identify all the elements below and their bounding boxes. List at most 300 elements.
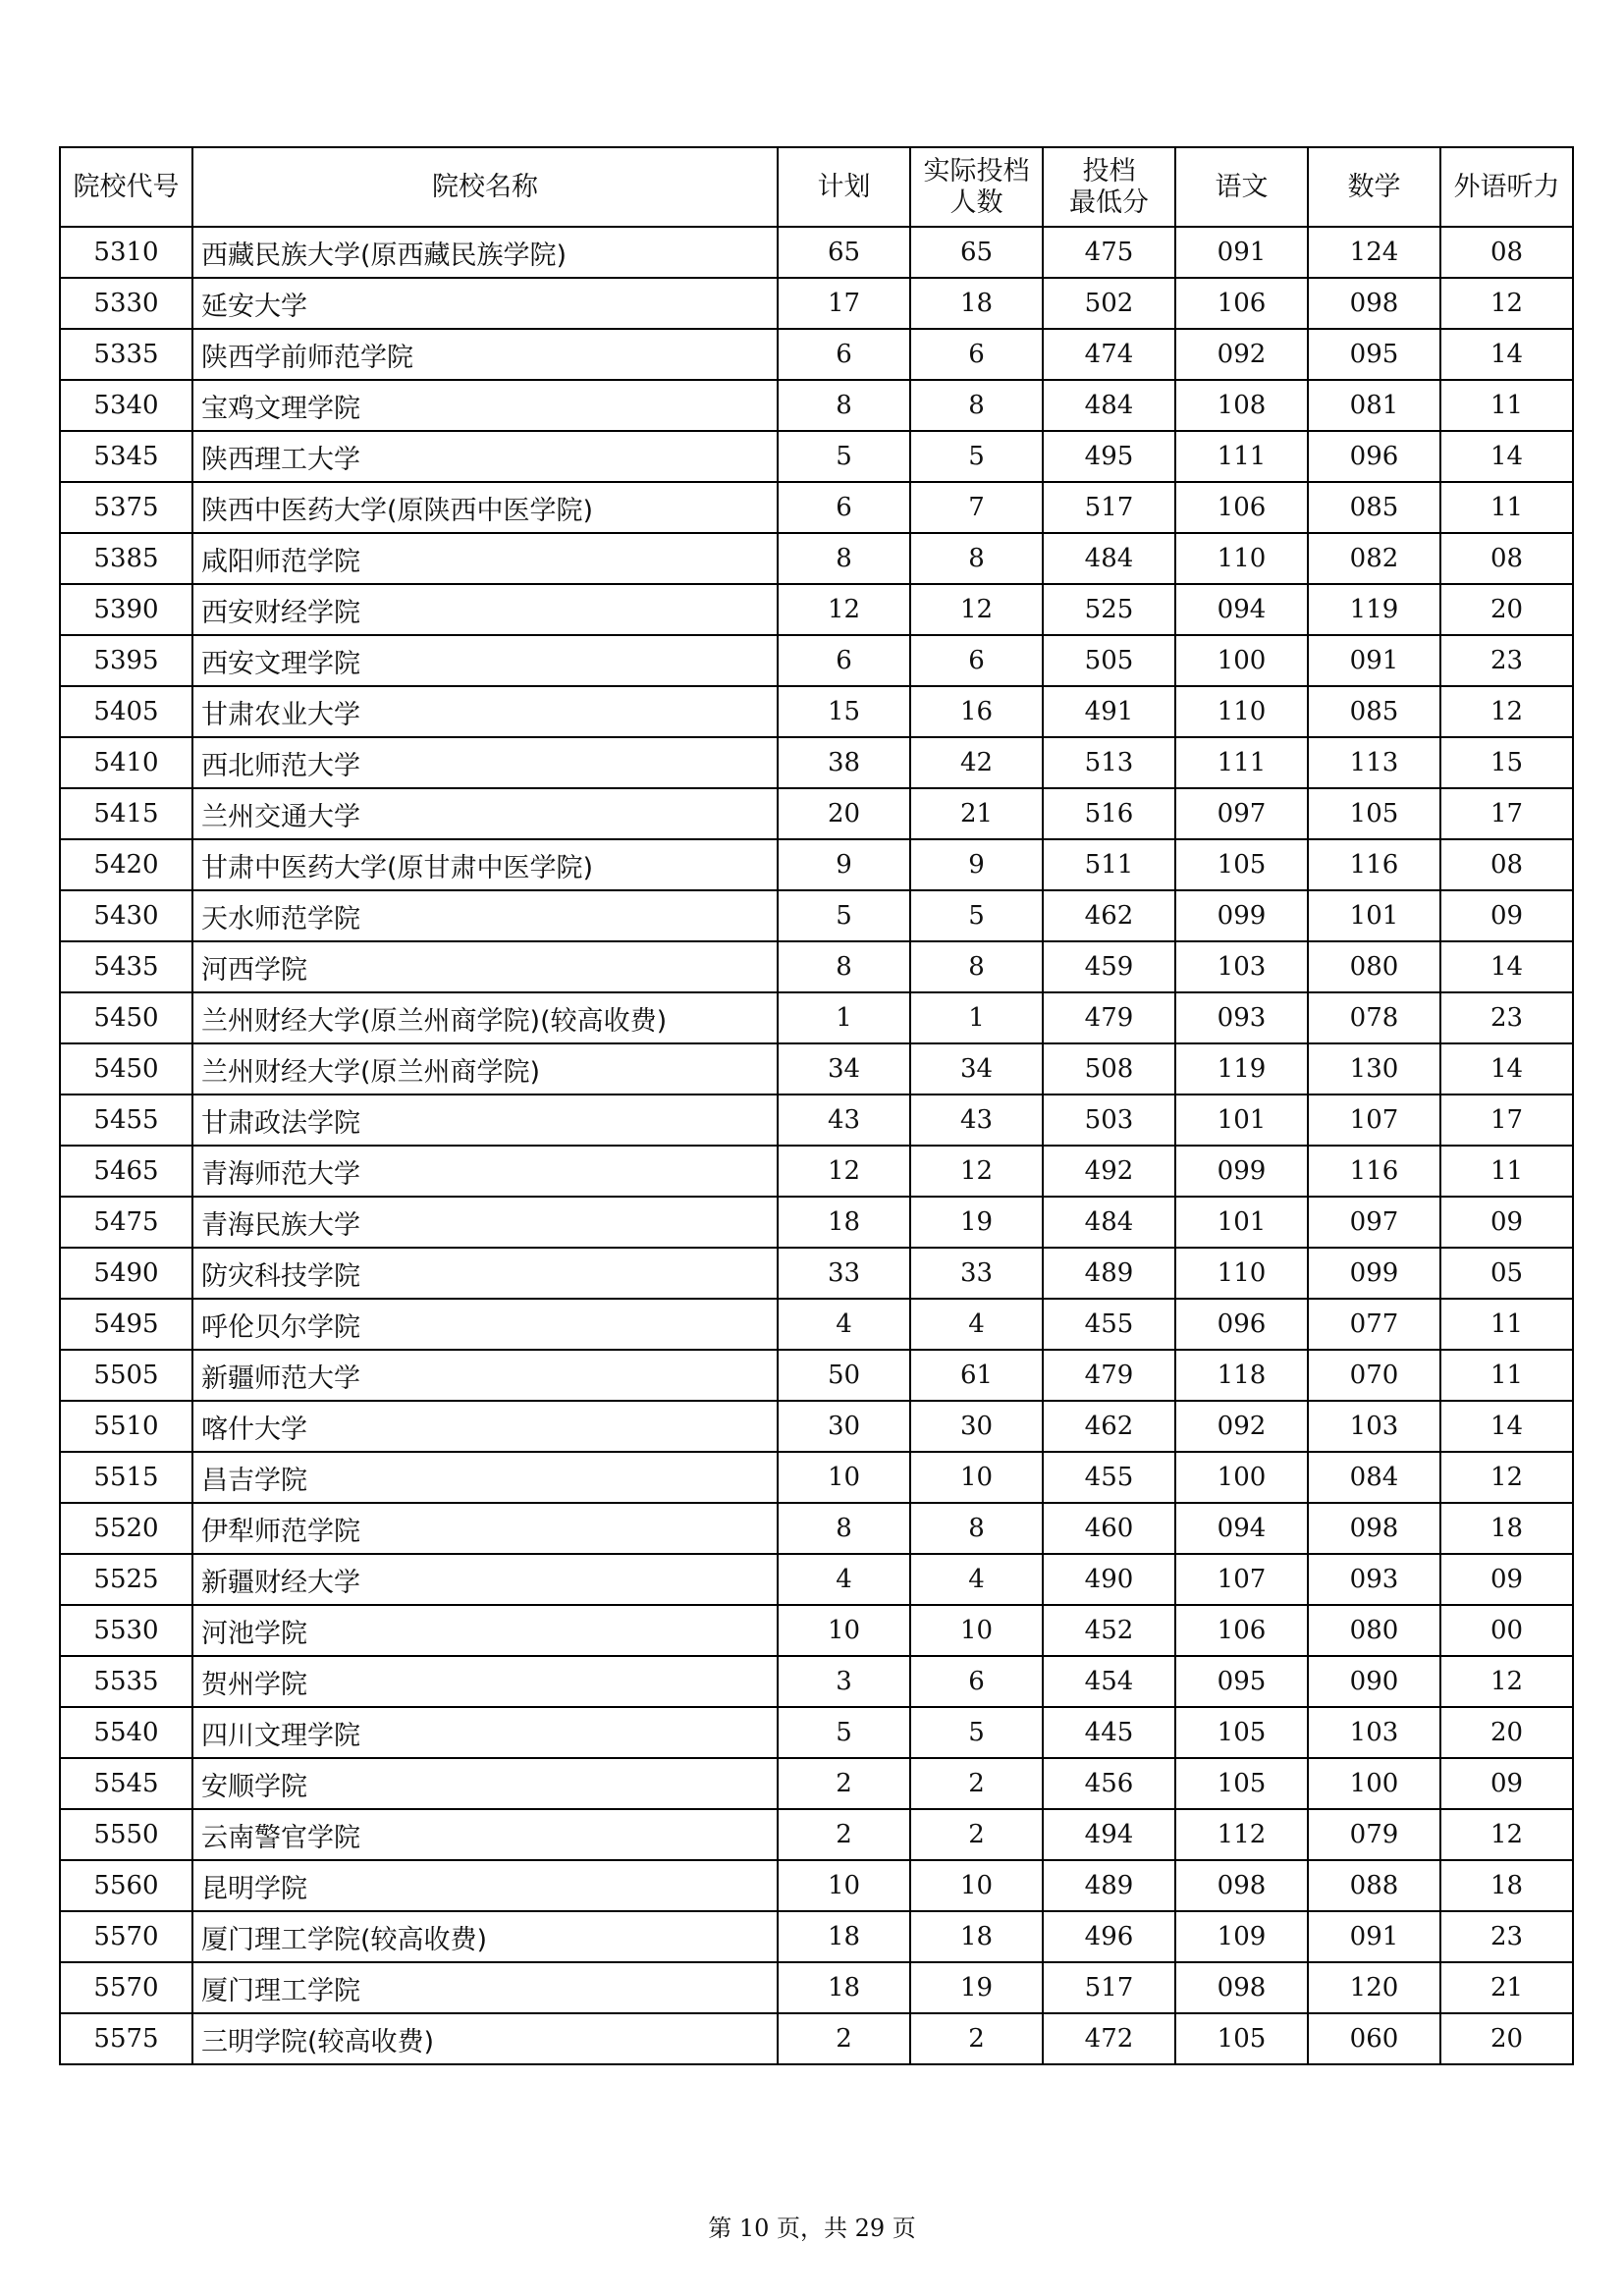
cell-plan: 18 [778,1911,910,1962]
cell-listening: 14 [1440,1401,1573,1452]
cell-actual: 5 [910,890,1043,941]
cell-code: 5450 [60,1043,192,1095]
cell-min-score: 489 [1043,1860,1175,1911]
cell-actual: 30 [910,1401,1043,1452]
cell-min-score: 513 [1043,737,1175,788]
cell-name: 西北师范大学 [192,737,778,788]
cell-chinese: 103 [1175,941,1308,992]
cell-math: 098 [1308,278,1440,329]
cell-listening: 17 [1440,1095,1573,1146]
cell-chinese: 110 [1175,1248,1308,1299]
table-row [60,1503,1573,1554]
cell-code: 5525 [60,1554,192,1605]
cell-chinese: 119 [1175,1043,1308,1095]
cell-min-score: 517 [1043,1962,1175,2013]
cell-math: 085 [1308,686,1440,737]
cell-name: 天水师范学院 [192,890,778,941]
cell-min-score: 505 [1043,635,1175,686]
cell-chinese: 106 [1175,1605,1308,1656]
cell-math: 090 [1308,1656,1440,1707]
table-row [60,431,1573,482]
cell-plan: 20 [778,788,910,839]
cell-code: 5310 [60,227,192,278]
cell-listening: 11 [1440,482,1573,533]
table-row [60,737,1573,788]
cell-math: 097 [1308,1197,1440,1248]
cell-math: 084 [1308,1452,1440,1503]
cell-code: 5385 [60,533,192,584]
cell-math: 060 [1308,2013,1440,2064]
cell-math: 095 [1308,329,1440,380]
cell-listening: 05 [1440,1248,1573,1299]
cell-code: 5465 [60,1146,192,1197]
cell-name: 贺州学院 [192,1656,778,1707]
cell-plan: 9 [778,839,910,890]
table-row [60,1911,1573,1962]
table-row [60,788,1573,839]
cell-plan: 1 [778,992,910,1043]
cell-chinese: 094 [1175,584,1308,635]
header-chinese: 语文 [1175,147,1308,227]
cell-math: 080 [1308,1605,1440,1656]
table-row [60,839,1573,890]
cell-actual: 8 [910,380,1043,431]
cell-name: 青海民族大学 [192,1197,778,1248]
cell-code: 5495 [60,1299,192,1350]
cell-min-score: 516 [1043,788,1175,839]
cell-name: 咸阳师范学院 [192,533,778,584]
cell-plan: 8 [778,1503,910,1554]
cell-min-score: 462 [1043,1401,1175,1452]
cell-math: 120 [1308,1962,1440,2013]
cell-plan: 34 [778,1043,910,1095]
cell-code: 5330 [60,278,192,329]
header-min-score [1043,147,1175,227]
cell-plan: 50 [778,1350,910,1401]
cell-min-score: 484 [1043,380,1175,431]
cell-name: 四川文理学院 [192,1707,778,1758]
cell-actual: 18 [910,1911,1043,1962]
cell-chinese: 105 [1175,839,1308,890]
cell-math: 070 [1308,1350,1440,1401]
page-footer: 第 10 页，共 29 页 [708,2215,916,2242]
cell-name: 河池学院 [192,1605,778,1656]
cell-name: 西藏民族大学(原西藏民族学院) [192,227,778,278]
admissions-table [59,146,1574,2065]
cell-actual: 6 [910,635,1043,686]
cell-name: 新疆师范大学 [192,1350,778,1401]
cell-actual: 5 [910,1707,1043,1758]
cell-listening: 20 [1440,584,1573,635]
cell-min-score: 456 [1043,1758,1175,1809]
cell-listening: 12 [1440,1656,1573,1707]
cell-listening: 09 [1440,1197,1573,1248]
cell-min-score: 474 [1043,329,1175,380]
cell-chinese: 100 [1175,635,1308,686]
cell-min-score: 472 [1043,2013,1175,2064]
cell-plan: 38 [778,737,910,788]
cell-name: 陕西学前师范学院 [192,329,778,380]
cell-plan: 33 [778,1248,910,1299]
cell-actual: 7 [910,482,1043,533]
cell-math: 078 [1308,992,1440,1043]
cell-listening: 23 [1440,992,1573,1043]
cell-chinese: 106 [1175,278,1308,329]
cell-name: 延安大学 [192,278,778,329]
cell-code: 5570 [60,1962,192,2013]
cell-code: 5505 [60,1350,192,1401]
cell-math: 116 [1308,839,1440,890]
cell-plan: 4 [778,1554,910,1605]
cell-code: 5340 [60,380,192,431]
cell-code: 5395 [60,635,192,686]
cell-chinese: 095 [1175,1656,1308,1707]
table-row [60,1452,1573,1503]
table-header [60,147,1573,227]
cell-min-score: 479 [1043,992,1175,1043]
cell-code: 5335 [60,329,192,380]
cell-plan: 15 [778,686,910,737]
cell-code: 5475 [60,1197,192,1248]
cell-math: 098 [1308,1503,1440,1554]
cell-plan: 43 [778,1095,910,1146]
table-row [60,227,1573,278]
cell-code: 5455 [60,1095,192,1146]
cell-code: 5430 [60,890,192,941]
cell-code: 5520 [60,1503,192,1554]
cell-listening: 18 [1440,1860,1573,1911]
cell-name: 甘肃农业大学 [192,686,778,737]
cell-listening: 12 [1440,278,1573,329]
cell-plan: 18 [778,1197,910,1248]
cell-math: 124 [1308,227,1440,278]
table-row [60,584,1573,635]
cell-actual: 18 [910,278,1043,329]
cell-code: 5510 [60,1401,192,1452]
cell-math: 101 [1308,890,1440,941]
table-row [60,380,1573,431]
cell-math: 077 [1308,1299,1440,1350]
cell-min-score: 460 [1043,1503,1175,1554]
cell-math: 091 [1308,635,1440,686]
cell-math: 105 [1308,788,1440,839]
cell-math: 119 [1308,584,1440,635]
cell-plan: 10 [778,1860,910,1911]
cell-math: 085 [1308,482,1440,533]
cell-min-score: 517 [1043,482,1175,533]
cell-name: 兰州财经大学(原兰州商学院)(较高收费) [192,992,778,1043]
cell-math: 103 [1308,1707,1440,1758]
cell-actual: 9 [910,839,1043,890]
cell-min-score: 495 [1043,431,1175,482]
cell-actual: 4 [910,1554,1043,1605]
cell-listening: 11 [1440,1146,1573,1197]
cell-math: 081 [1308,380,1440,431]
cell-actual: 10 [910,1860,1043,1911]
cell-math: 130 [1308,1043,1440,1095]
cell-plan: 5 [778,431,910,482]
cell-name: 昌吉学院 [192,1452,778,1503]
cell-code: 5450 [60,992,192,1043]
cell-chinese: 112 [1175,1809,1308,1860]
cell-plan: 10 [778,1605,910,1656]
cell-min-score: 502 [1043,278,1175,329]
cell-min-score: 475 [1043,227,1175,278]
cell-plan: 18 [778,1962,910,2013]
cell-chinese: 092 [1175,1401,1308,1452]
cell-listening: 14 [1440,431,1573,482]
cell-actual: 65 [910,227,1043,278]
cell-plan: 6 [778,635,910,686]
cell-name: 云南警官学院 [192,1809,778,1860]
table-row [60,2013,1573,2064]
cell-code: 5435 [60,941,192,992]
cell-listening: 12 [1440,1452,1573,1503]
cell-chinese: 091 [1175,227,1308,278]
cell-name: 防灾科技学院 [192,1248,778,1299]
cell-listening: 00 [1440,1605,1573,1656]
cell-chinese: 097 [1175,788,1308,839]
cell-code: 5490 [60,1248,192,1299]
cell-chinese: 106 [1175,482,1308,533]
cell-math: 103 [1308,1401,1440,1452]
cell-min-score: 525 [1043,584,1175,635]
cell-plan: 2 [778,1758,910,1809]
cell-math: 082 [1308,533,1440,584]
cell-name: 河西学院 [192,941,778,992]
header-name: 院校名称 [192,147,778,227]
header-plan: 计划 [778,147,910,227]
cell-actual: 19 [910,1962,1043,2013]
cell-actual: 12 [910,1146,1043,1197]
cell-listening: 15 [1440,737,1573,788]
cell-min-score: 496 [1043,1911,1175,1962]
table-row [60,1043,1573,1095]
cell-min-score: 490 [1043,1554,1175,1605]
cell-name: 兰州财经大学(原兰州商学院) [192,1043,778,1095]
cell-chinese: 098 [1175,1860,1308,1911]
table-row [60,635,1573,686]
header-actual-line2: 人数 [949,187,1003,218]
table-row [60,278,1573,329]
cell-code: 5420 [60,839,192,890]
table-body [60,227,1573,2064]
cell-listening: 20 [1440,1707,1573,1758]
cell-plan: 30 [778,1401,910,1452]
cell-plan: 4 [778,1299,910,1350]
cell-name: 昆明学院 [192,1860,778,1911]
cell-name: 安顺学院 [192,1758,778,1809]
cell-chinese: 099 [1175,890,1308,941]
cell-name: 西安文理学院 [192,635,778,686]
cell-math: 096 [1308,431,1440,482]
cell-name: 伊犁师范学院 [192,1503,778,1554]
cell-listening: 11 [1440,380,1573,431]
cell-math: 088 [1308,1860,1440,1911]
cell-name: 喀什大学 [192,1401,778,1452]
cell-listening: 20 [1440,2013,1573,2064]
cell-min-score: 484 [1043,533,1175,584]
cell-plan: 10 [778,1452,910,1503]
cell-code: 5560 [60,1860,192,1911]
cell-actual: 19 [910,1197,1043,1248]
cell-chinese: 105 [1175,1707,1308,1758]
cell-name: 宝鸡文理学院 [192,380,778,431]
cell-actual: 2 [910,2013,1043,2064]
cell-chinese: 100 [1175,1452,1308,1503]
cell-min-score: 452 [1043,1605,1175,1656]
cell-chinese: 118 [1175,1350,1308,1401]
cell-listening: 08 [1440,227,1573,278]
table-row [60,1146,1573,1197]
table-row [60,1758,1573,1809]
cell-code: 5345 [60,431,192,482]
cell-min-score: 484 [1043,1197,1175,1248]
header-code: 院校代号 [60,147,192,227]
cell-name: 甘肃政法学院 [192,1095,778,1146]
cell-chinese: 098 [1175,1962,1308,2013]
cell-chinese: 111 [1175,431,1308,482]
cell-listening: 08 [1440,533,1573,584]
header-min-line1: 投档 [1082,155,1136,187]
table-row [60,1656,1573,1707]
cell-plan: 2 [778,1809,910,1860]
cell-chinese: 111 [1175,737,1308,788]
cell-chinese: 101 [1175,1095,1308,1146]
table-row [60,482,1573,533]
cell-listening: 18 [1440,1503,1573,1554]
cell-listening: 09 [1440,890,1573,941]
cell-listening: 09 [1440,1758,1573,1809]
table-row [60,1095,1573,1146]
cell-code: 5390 [60,584,192,635]
cell-listening: 11 [1440,1299,1573,1350]
header-min-line2: 最低分 [1069,187,1149,218]
cell-min-score: 508 [1043,1043,1175,1095]
cell-actual: 34 [910,1043,1043,1095]
cell-name: 厦门理工学院 [192,1962,778,2013]
cell-plan: 65 [778,227,910,278]
header-row [60,147,1573,227]
cell-listening: 14 [1440,941,1573,992]
cell-actual: 2 [910,1758,1043,1809]
cell-plan: 8 [778,380,910,431]
cell-name: 陕西理工大学 [192,431,778,482]
table-row [60,1962,1573,2013]
cell-min-score: 491 [1043,686,1175,737]
cell-listening: 17 [1440,788,1573,839]
cell-listening: 08 [1440,839,1573,890]
cell-code: 5410 [60,737,192,788]
cell-math: 107 [1308,1095,1440,1146]
cell-plan: 5 [778,1707,910,1758]
table-row [60,941,1573,992]
table-row [60,890,1573,941]
cell-code: 5515 [60,1452,192,1503]
cell-code: 5550 [60,1809,192,1860]
cell-listening: 23 [1440,635,1573,686]
cell-plan: 8 [778,533,910,584]
cell-chinese: 107 [1175,1554,1308,1605]
cell-actual: 6 [910,1656,1043,1707]
cell-actual: 42 [910,737,1043,788]
cell-actual: 16 [910,686,1043,737]
cell-name: 陕西中医药大学(原陕西中医学院) [192,482,778,533]
cell-math: 116 [1308,1146,1440,1197]
cell-actual: 8 [910,533,1043,584]
cell-actual: 6 [910,329,1043,380]
header-math: 数学 [1308,147,1440,227]
cell-min-score: 455 [1043,1299,1175,1350]
cell-math: 079 [1308,1809,1440,1860]
cell-name: 甘肃中医药大学(原甘肃中医学院) [192,839,778,890]
table-row [60,1809,1573,1860]
cell-listening: 11 [1440,1350,1573,1401]
cell-actual: 10 [910,1452,1043,1503]
header-listening: 外语听力 [1440,147,1573,227]
cell-min-score: 503 [1043,1095,1175,1146]
cell-listening: 09 [1440,1554,1573,1605]
cell-code: 5570 [60,1911,192,1962]
cell-name: 青海师范大学 [192,1146,778,1197]
cell-min-score: 445 [1043,1707,1175,1758]
cell-name: 呼伦贝尔学院 [192,1299,778,1350]
cell-actual: 10 [910,1605,1043,1656]
table-row [60,1299,1573,1350]
cell-math: 080 [1308,941,1440,992]
cell-name: 西安财经学院 [192,584,778,635]
cell-code: 5545 [60,1758,192,1809]
cell-code: 5575 [60,2013,192,2064]
table-row [60,1605,1573,1656]
cell-name: 厦门理工学院(较高收费) [192,1911,778,1962]
cell-chinese: 109 [1175,1911,1308,1962]
table-row [60,992,1573,1043]
cell-actual: 8 [910,941,1043,992]
cell-min-score: 454 [1043,1656,1175,1707]
cell-plan: 5 [778,890,910,941]
table-row [60,1401,1573,1452]
cell-code: 5415 [60,788,192,839]
cell-math: 099 [1308,1248,1440,1299]
header-actual-line1: 实际投档 [923,155,1030,187]
table-row [60,1248,1573,1299]
cell-chinese: 096 [1175,1299,1308,1350]
cell-actual: 1 [910,992,1043,1043]
cell-min-score: 459 [1043,941,1175,992]
cell-chinese: 093 [1175,992,1308,1043]
cell-actual: 21 [910,788,1043,839]
cell-chinese: 105 [1175,2013,1308,2064]
cell-actual: 5 [910,431,1043,482]
cell-plan: 12 [778,1146,910,1197]
cell-plan: 6 [778,482,910,533]
cell-actual: 33 [910,1248,1043,1299]
cell-min-score: 511 [1043,839,1175,890]
cell-listening: 12 [1440,686,1573,737]
cell-math: 100 [1308,1758,1440,1809]
cell-actual: 2 [910,1809,1043,1860]
cell-listening: 12 [1440,1809,1573,1860]
cell-min-score: 494 [1043,1809,1175,1860]
cell-plan: 2 [778,2013,910,2064]
cell-chinese: 110 [1175,686,1308,737]
cell-chinese: 099 [1175,1146,1308,1197]
cell-actual: 12 [910,584,1043,635]
cell-chinese: 108 [1175,380,1308,431]
cell-chinese: 105 [1175,1758,1308,1809]
cell-plan: 6 [778,329,910,380]
